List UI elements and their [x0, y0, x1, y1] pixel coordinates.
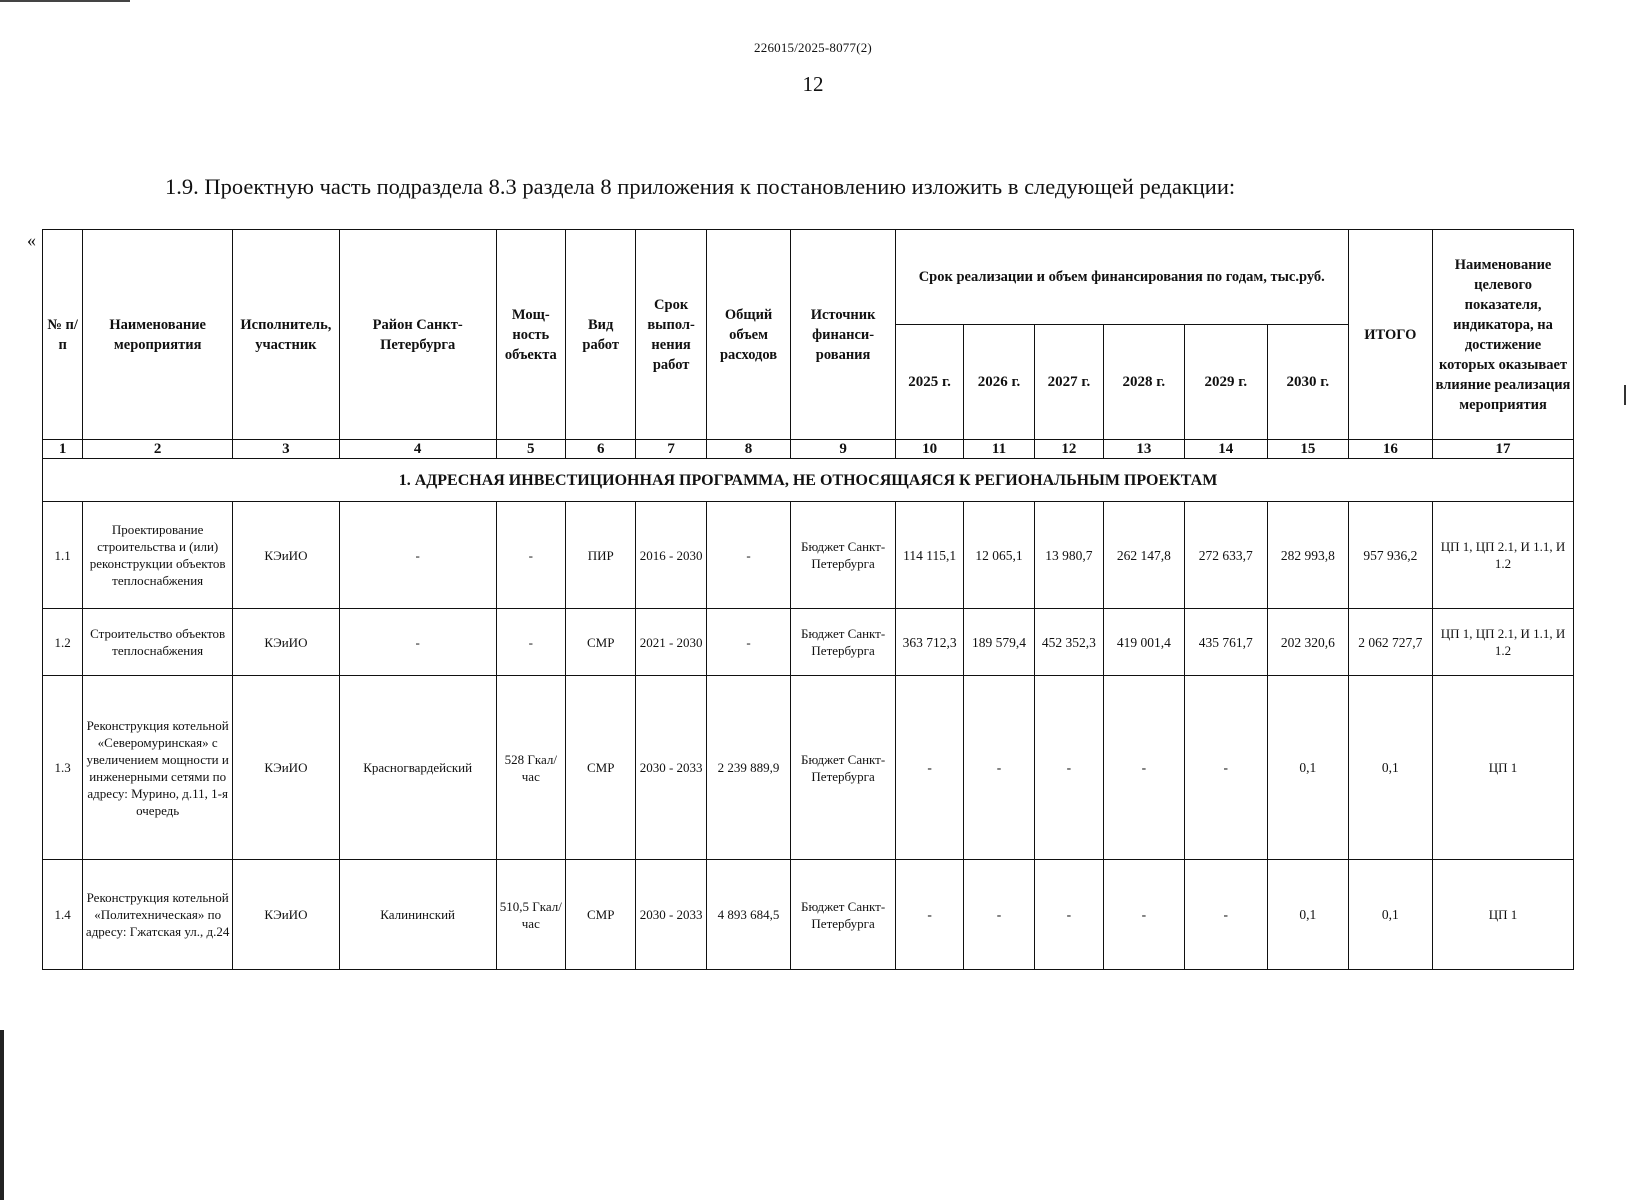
column-number: 9: [791, 440, 896, 459]
header-total-cost: Общий объем расходов: [706, 230, 790, 440]
cell-work-type: СМР: [566, 676, 636, 860]
cell-year-2027: -: [1034, 676, 1103, 860]
cell-year-2027: 452 352,3: [1034, 609, 1103, 676]
cell-source: Бюджет Санкт-Петербурга: [791, 860, 896, 970]
header-year-2028: 2028 г.: [1104, 325, 1184, 440]
table-row: [43, 609, 1574, 676]
column-number: 10: [895, 440, 963, 459]
column-number: 7: [636, 440, 706, 459]
cell-district: -: [339, 502, 496, 609]
header-itogo: ИТОГО: [1348, 230, 1432, 440]
header-capacity: Мощ-ность объекта: [496, 230, 565, 440]
cell-num: 1.4: [43, 860, 83, 970]
header-source: Источник финанси-рования: [791, 230, 896, 440]
cell-year-2026: 12 065,1: [964, 502, 1034, 609]
column-number: 12: [1034, 440, 1103, 459]
cell-year-2025: 114 115,1: [895, 502, 963, 609]
cell-itogo: 2 062 727,7: [1348, 609, 1432, 676]
header-work-type: Вид работ: [566, 230, 636, 440]
cell-district: Красногвардейский: [339, 676, 496, 860]
cell-period: 2030 - 2033: [636, 860, 706, 970]
cell-executor: КЭиИО: [233, 676, 340, 860]
cell-capacity: -: [496, 502, 565, 609]
cell-year-2028: 262 147,8: [1104, 502, 1184, 609]
table-row: [43, 502, 1574, 609]
cell-district: -: [339, 609, 496, 676]
cell-num: 1.2: [43, 609, 83, 676]
table-row: [43, 676, 1574, 860]
header-year-2026: 2026 г.: [964, 325, 1034, 440]
cell-year-2028: -: [1104, 860, 1184, 970]
document-number: 226015/2025-8077(2): [754, 40, 872, 55]
cell-year-2030: 202 320,6: [1268, 609, 1349, 676]
header-name: Наименование мероприятия: [83, 230, 233, 440]
column-number: 14: [1184, 440, 1267, 459]
cell-year-2028: 419 001,4: [1104, 609, 1184, 676]
cell-year-2030: 0,1: [1268, 860, 1349, 970]
cell-total-cost: 4 893 684,5: [706, 860, 790, 970]
cell-indicator: ЦП 1: [1433, 860, 1574, 970]
intro-paragraph: 1.9. Проектную часть подраздела 8.3 раздела 8 приложения к постановлению изложить в следующей редакции:: [165, 174, 1236, 199]
cell-indicator: ЦП 1, ЦП 2.1, И 1.1, И 1.2: [1433, 502, 1574, 609]
cell-executor: КЭиИО: [233, 609, 340, 676]
column-numbers-row: [43, 440, 1574, 459]
cell-source: Бюджет Санкт-Петербурга: [791, 676, 896, 860]
cell-year-2028: -: [1104, 676, 1184, 860]
column-number: 5: [496, 440, 565, 459]
scan-artifact-top: [0, 0, 130, 2]
cell-year-2030: 0,1: [1268, 676, 1349, 860]
header-district: Район Санкт-Петербурга: [339, 230, 496, 440]
opening-quote: «: [27, 230, 36, 250]
column-number: 11: [964, 440, 1034, 459]
cell-year-2026: 189 579,4: [964, 609, 1034, 676]
cell-indicator: ЦП 1, ЦП 2.1, И 1.1, И 1.2: [1433, 609, 1574, 676]
cell-period: 2016 - 2030: [636, 502, 706, 609]
column-number: 17: [1433, 440, 1574, 459]
cell-name: Строительство объектов теплоснабжения: [83, 609, 233, 676]
cell-total-cost: -: [706, 609, 790, 676]
cell-work-type: СМР: [566, 609, 636, 676]
column-number: 6: [566, 440, 636, 459]
column-number: 16: [1348, 440, 1432, 459]
cell-name: Проектирование строительства и (или) реконструкции объектов теплоснабжения: [83, 502, 233, 609]
cell-year-2029: 272 633,7: [1184, 502, 1267, 609]
cell-year-2025: -: [895, 860, 963, 970]
cell-year-2027: 13 980,7: [1034, 502, 1103, 609]
column-number: 1: [43, 440, 83, 459]
cell-period: 2021 - 2030: [636, 609, 706, 676]
header-year-2027: 2027 г.: [1034, 325, 1103, 440]
header-indicator: Наименование целевого показателя, индикатора, на достижение которых оказывает влияние реализация мероприятия: [1433, 230, 1574, 440]
cell-total-cost: -: [706, 502, 790, 609]
cell-year-2029: -: [1184, 860, 1267, 970]
table-row: [43, 860, 1574, 970]
scan-artifact-left: [0, 1030, 4, 1200]
cell-year-2026: -: [964, 676, 1034, 860]
page-number: 12: [802, 72, 824, 96]
cell-year-2027: -: [1034, 860, 1103, 970]
cell-year-2030: 282 993,8: [1268, 502, 1349, 609]
cell-executor: КЭиИО: [233, 502, 340, 609]
column-number: 13: [1104, 440, 1184, 459]
cell-itogo: 0,1: [1348, 676, 1432, 860]
cell-capacity: -: [496, 609, 565, 676]
header-years-group: Срок реализации и объем финансирования по годам, тыс.руб.: [895, 230, 1348, 325]
header-year-2025: 2025 г.: [895, 325, 963, 440]
cell-executor: КЭиИО: [233, 860, 340, 970]
program-table: [42, 229, 1574, 970]
column-number: 2: [83, 440, 233, 459]
cell-period: 2030 - 2033: [636, 676, 706, 860]
cell-total-cost: 2 239 889,9: [706, 676, 790, 860]
cell-name: Реконструкция котельной «Политехническая» по адресу: Гжатская ул., д.24: [83, 860, 233, 970]
cell-capacity: 510,5 Гкал/час: [496, 860, 565, 970]
cell-year-2026: -: [964, 860, 1034, 970]
cell-source: Бюджет Санкт-Петербурга: [791, 609, 896, 676]
section-title: 1. АДРЕСНАЯ ИНВЕСТИЦИОННАЯ ПРОГРАММА, НЕ ОТНОСЯЩАЯСЯ К РЕГИОНАЛЬНЫМ ПРОЕКТАМ: [43, 459, 1574, 502]
column-number: 8: [706, 440, 790, 459]
cell-name: Реконструкция котельной «Северомуринская» с увеличением мощности и инженерными сетями по адресу: Мурино, д.11, 1-я очередь: [83, 676, 233, 860]
cell-capacity: 528 Гкал/час: [496, 676, 565, 860]
header-year-2029: 2029 г.: [1184, 325, 1267, 440]
cell-source: Бюджет Санкт-Петербурга: [791, 502, 896, 609]
cell-year-2025: -: [895, 676, 963, 860]
header-num: № п/п: [43, 230, 83, 440]
cell-year-2029: 435 761,7: [1184, 609, 1267, 676]
header-executor: Исполнитель, участник: [233, 230, 340, 440]
cell-itogo: 957 936,2: [1348, 502, 1432, 609]
cell-indicator: ЦП 1: [1433, 676, 1574, 860]
cell-work-type: ПИР: [566, 502, 636, 609]
cell-num: 1.3: [43, 676, 83, 860]
cell-year-2025: 363 712,3: [895, 609, 963, 676]
cell-district: Калининский: [339, 860, 496, 970]
header-year-2030: 2030 г.: [1268, 325, 1349, 440]
column-number: 15: [1268, 440, 1349, 459]
column-number: 3: [233, 440, 340, 459]
cell-work-type: СМР: [566, 860, 636, 970]
header-period: Срок выпол-нения работ: [636, 230, 706, 440]
cell-itogo: 0,1: [1348, 860, 1432, 970]
cell-year-2029: -: [1184, 676, 1267, 860]
column-number: 4: [339, 440, 496, 459]
section-row: [43, 459, 1574, 502]
cell-num: 1.1: [43, 502, 83, 609]
